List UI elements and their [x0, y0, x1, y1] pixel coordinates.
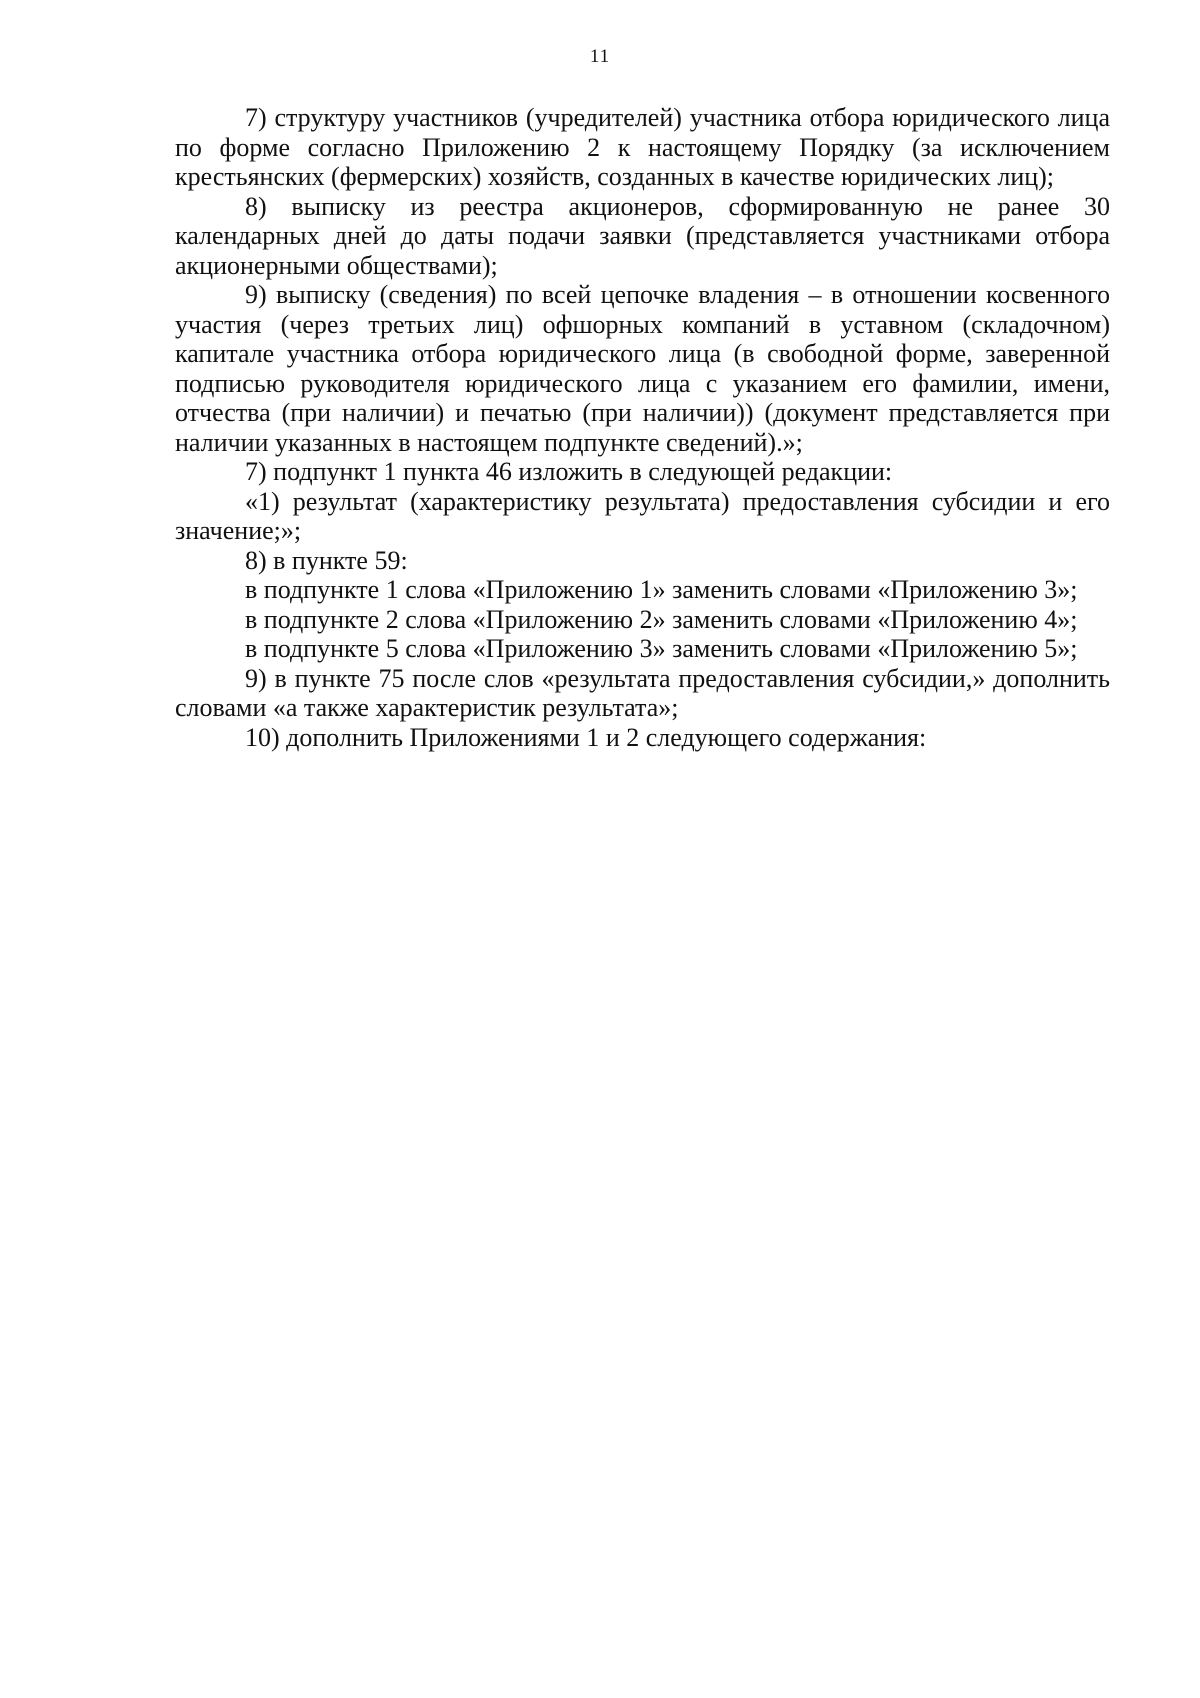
paragraph-amendment-8-sub-5: в подпункте 5 слова «Приложению 3» заменить словами «Приложению 5»;	[245, 634, 1078, 663]
page-number: 11	[589, 46, 611, 67]
paragraph-amendment-9: 9) в пункте 75 после слов «результата предоставления субсидии,» дополнить словами «а также характеристик результата»;	[175, 663, 1110, 722]
paragraph-amendment-7-text: «1) результат (характеристику результата) предоставления субсидии и его значение;»;	[175, 486, 1110, 545]
paragraph-amendment-10: 10) дополнить Приложениями 1 и 2 следующего содержания:	[245, 722, 927, 752]
paragraph-amendment-8: 8) в пункте 59:	[245, 545, 408, 575]
paragraph-amendment-8-sub-1: в подпункте 1 слова «Приложению 1» заменить словами «Приложению 3»;	[245, 575, 1078, 604]
paragraph-item-7-shareholders-structure: 7) структуру участников (учредителей) участника отбора юридического лица по форме согласно Приложению 2 к настоящему Порядку (за исключением крестьянских (фермерских) хозяйств, созданных в качестве юридических лиц);	[175, 103, 1110, 191]
document-body	[175, 103, 1110, 752]
paragraph-item-8-registry-extract: 8) выписку из реестра акционеров, сформированную не ранее 30 календарных дней до даты подачи заявки (представляется участниками отбора акционерными обществами);	[175, 191, 1110, 280]
paragraph-amendment-8-sub-2: в подпункте 2 слова «Приложению 2» заменить словами «Приложению 4»;	[245, 604, 1078, 634]
paragraph-item-9-ownership-chain: 9) выписку (сведения) по всей цепочке владения – в отношении косвенного участия (через третьих лиц) офшорных компаний в уставном (складочном) капитале участника отбора юридического лица (в свободной форме, заверенной подписью руководителя юридического лица с указанием его фамилии, имени, отчества (при наличии) и печатью (при наличии)) (документ представляется при наличии указанных в настоящем подпункте сведений).»;	[175, 280, 1110, 457]
paragraph-amendment-7: 7) подпункт 1 пункта 46 изложить в следующей редакции:	[245, 457, 893, 486]
